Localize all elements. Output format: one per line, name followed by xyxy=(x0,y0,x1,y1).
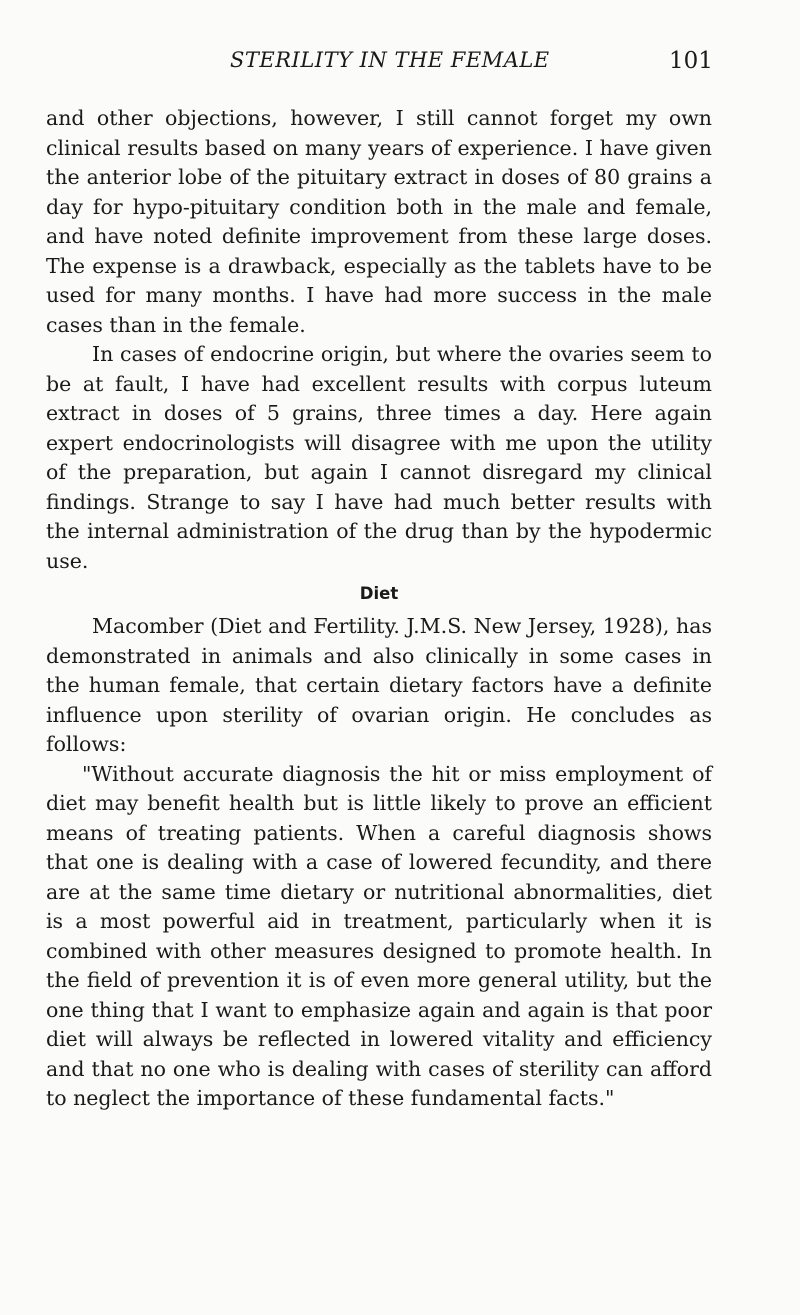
paragraph-macomber: Macomber (Diet and Fertility. J.M.S. New Jersey, 1928), has demonstrated in animals and also clinically in some cases in the human female, that certain dietary factors have a definite influence upon sterility of ovarian origin. He concludes as follows: xyxy=(46,614,712,756)
paragraph-continuation: and other objections, however, I still cannot forget my own clinical results based on many years of experience. I have given the anterior lobe of the pituitary extract in doses of 80 grains a day for hypo-pituitary condition both in the male and female, and have noted definite improvement from these large doses. The expense is a drawback, especially as the tablets have to be used for many months. I have had more success in the male cases than in the female. xyxy=(46,106,712,337)
page-header xyxy=(0,40,800,80)
body-text xyxy=(46,104,712,1114)
running-title: STERILITY IN THE FEMALE xyxy=(230,48,550,72)
section-heading-diet: Diet xyxy=(359,584,399,603)
block-quote: "Without accurate diagnosis the hit or miss employment of diet may benefit health but is little likely to prove an efficient means of treating patients. When a careful diagnosis shows that one is dealing with a case of lowered fecundity, and there are at the same time dietary or nutritional abnormalities, diet is a most powerful aid in treatment, particularly when it is combined with other measures designed to promote health. In the field of prevention it is of even more general utility, but the one thing that I want to emphasize again and again is that poor diet will always be reflected in lowered vitality and efficiency and that no one who is dealing with cases of sterility can afford to neglect the importance of these fundamental facts." xyxy=(46,761,712,1110)
page-number: 101 xyxy=(669,48,713,74)
paragraph-endocrine: In cases of endocrine origin, but where the ovaries seem to be at fault, I have had excellent results with corpus luteum extract in doses of 5 grains, three times a day. Here again expert endocrinologists will disagree with me upon the utility of the preparation, but again I cannot disregard my clinical findings. Strange to say I have had much better results with the internal administration of the drug than by the hypodermic use. xyxy=(46,342,712,573)
